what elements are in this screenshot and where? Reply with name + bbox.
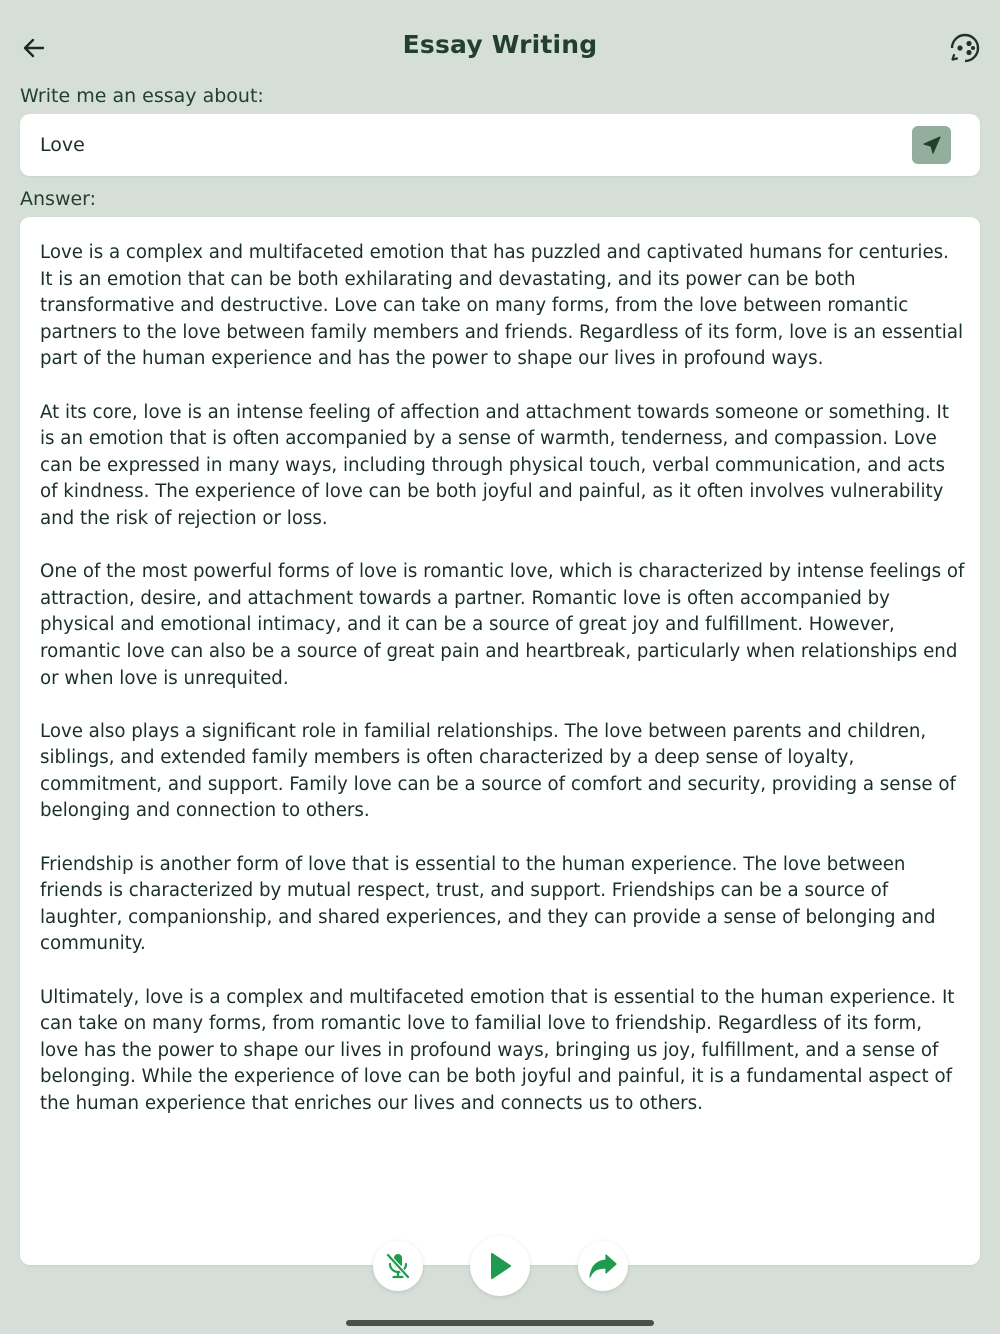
home-indicator[interactable]: [346, 1320, 654, 1326]
play-icon: [487, 1252, 513, 1280]
play-button[interactable]: [470, 1236, 530, 1296]
essay-topic-input[interactable]: [40, 114, 900, 176]
send-icon: [922, 135, 942, 155]
mic-off-icon: [384, 1251, 412, 1281]
ai-settings-button[interactable]: [948, 31, 982, 65]
app-header: [0, 0, 1000, 96]
prompt-label: Write me an essay about:: [20, 85, 264, 107]
essay-paragraph: Love also plays a significant role in familial relationships. The love between parents and children, siblings, and extended family members is often characterized by a deep sense of loyalty, commitment, and support. Family love can be a source of comfort and security, providing a sense of belonging and connection to others.: [40, 720, 956, 822]
send-button[interactable]: [912, 126, 951, 164]
essay-paragraph: Friendship is another form of love that is essential to the human experience. The love between friends is characterized by mutual respect, trust, and support. Friendships can be a source of laughter, companionship, and shared experiences, and they can provide a sense of belonging and community.: [40, 853, 936, 955]
page-title: Essay Writing: [402, 30, 598, 59]
share-button[interactable]: [578, 1241, 628, 1291]
essay-paragraph: One of the most powerful forms of love is romantic love, which is characterized by intense feelings of attraction, desire, and attachment towards a partner. Romantic love is often accompanied by physical and emotional intimacy, and it can be a source of great joy and fulfillment. However, romantic love can also be a source of great pain and heartbreak, particularly when relationships end or when love is unrequited.: [40, 561, 965, 689]
essay-paragraph: Love is a complex and multifaceted emotion that has puzzled and captivated humans for centuries. It is an emotion that can be both exhilarating and devastating, and its power can be both transformative and destructive. Love can take on many forms, from the love between romantic partners to the love between family members and friends. Regardless of its form, love is an essential part of the human experience and has the power to shape our lives in profound ways.: [40, 242, 964, 370]
prompt-field-container: [20, 114, 980, 176]
essay-paragraph: At its core, love is an intense feeling of affection and attachment towards someone or something. It is an emotion that is often accompanied by a sense of warmth, tenderness, and compassion. Love can be expressed in many ways, including through physical touch, verbal communication, and acts of kindness. The experience of love can be both joyful and painful, as it often involves vulnerability and the risk of rejection or loss.: [40, 401, 950, 529]
answer-card: [20, 217, 980, 1265]
essay-text[interactable]: [40, 240, 965, 1144]
ai-model-icon: [948, 31, 982, 65]
essay-paragraph: Ultimately, love is a complex and multifaceted emotion that is essential to the human experience. It can take on many forms, from romantic love to familial love to friendship. Regardless of its form, love has the power to shape our lives in profound ways, bringing us joy, fulfillment, and a sense of belonging. While the experience of love can be both joyful and painful, it is a fundamental aspect of the human experience that enriches our lives and connects us to others.: [40, 986, 955, 1114]
mute-mic-button[interactable]: [373, 1241, 423, 1291]
share-icon: [588, 1253, 618, 1279]
answer-label: Answer:: [20, 188, 97, 210]
